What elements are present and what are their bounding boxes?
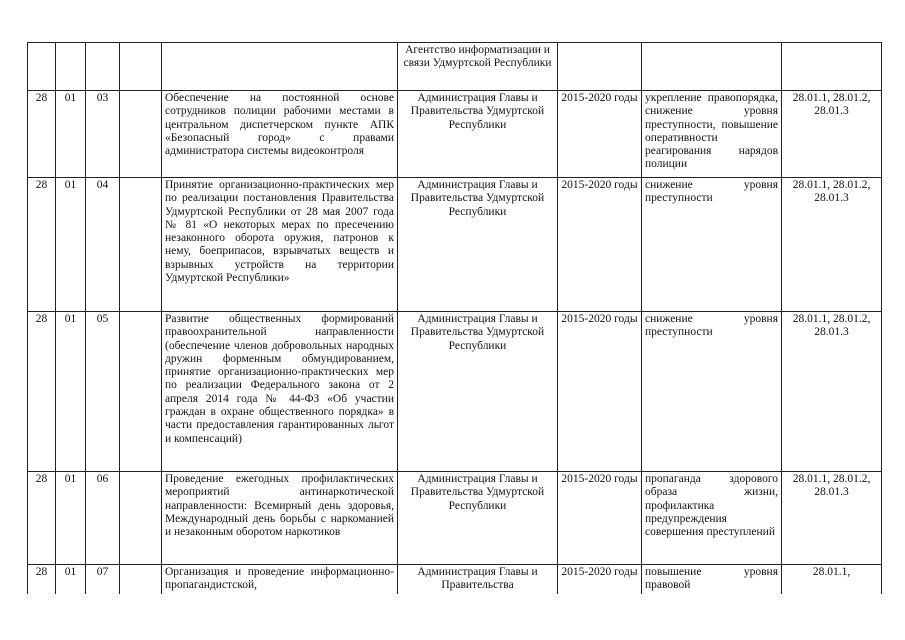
cell-om: 06 — [86, 472, 120, 565]
cell-om: 04 — [86, 178, 120, 312]
cell-indicators: 28.01.1, 28.01.2, 28.01.3 — [782, 312, 882, 472]
cell-indicators: 28.01.1, — [782, 565, 882, 599]
cell-name: Проведение ежегодных профилактических мероприятий антинаркотической направленности: Всемирный день здоровья, Международный день борьбы с наркоманией и незаконным оборотом наркотиков — [162, 472, 398, 565]
cell-executor: Администрация Главы и Правительства Удмуртской Республики — [398, 178, 558, 312]
cell-result: укрепление правопорядка, снижение уровня преступности, повышение оперативности реагирования нарядов полиции — [642, 91, 782, 178]
cell-period: 2015-2020 годы — [558, 312, 642, 472]
cell-om: 03 — [86, 91, 120, 178]
page-bottom-margin — [0, 594, 905, 640]
cell-gp: 28 — [28, 472, 56, 565]
cell-m — [120, 472, 162, 565]
cell-m — [120, 178, 162, 312]
cell-pp: 01 — [56, 565, 86, 599]
table-row — [28, 312, 882, 472]
cell-gp: 28 — [28, 91, 56, 178]
cell-gp: 28 — [28, 565, 56, 599]
cell-gp — [28, 43, 56, 91]
cell-name — [162, 43, 398, 91]
cell-om: 05 — [86, 312, 120, 472]
cell-pp — [56, 43, 86, 91]
cell-m — [120, 43, 162, 91]
cell-executor: Администрация Главы и Правительства — [398, 565, 558, 599]
cell-om — [86, 43, 120, 91]
cell-executor: Администрация Главы и Правительства Удмуртской Республики — [398, 91, 558, 178]
cell-pp: 01 — [56, 472, 86, 565]
cell-m — [120, 91, 162, 178]
cell-period: 2015-2020 годы — [558, 472, 642, 565]
cell-pp: 01 — [56, 312, 86, 472]
cell-executor: Администрация Главы и Правительства Удмуртской Республики — [398, 312, 558, 472]
cell-name: Обеспечение на постоянной основе сотрудников полиции рабочими местами в центральном диспетчерском пункте АПК «Безопасный город» с правами администратора системы видеоконтроля — [162, 91, 398, 178]
cell-period — [558, 43, 642, 91]
cell-indicators: 28.01.1, 28.01.2, 28.01.3 — [782, 472, 882, 565]
cell-result: повышение уровня правовой — [642, 565, 782, 599]
measures-table — [27, 42, 882, 599]
cell-result: снижение уровня преступности — [642, 178, 782, 312]
cell-m — [120, 312, 162, 472]
table-row — [28, 91, 882, 178]
cell-name: Организация и проведение информационно-пропагандистской, — [162, 565, 398, 599]
cell-period: 2015-2020 годы — [558, 178, 642, 312]
cell-period: 2015-2020 годы — [558, 565, 642, 599]
cell-indicators: 28.01.1, 28.01.2, 28.01.3 — [782, 91, 882, 178]
cell-result: снижение уровня преступности — [642, 312, 782, 472]
cell-indicators — [782, 43, 882, 91]
cell-executor: Администрация Главы и Правительства Удмуртской Республики — [398, 472, 558, 565]
table-row — [28, 472, 882, 565]
cell-executor: Агентство информатизации и связи Удмуртской Республики — [398, 43, 558, 91]
cell-om: 07 — [86, 565, 120, 599]
cell-result: пропаганда здорового образа жизни, профилактика предупреждения совершения преступлений — [642, 472, 782, 565]
table-row — [28, 178, 882, 312]
cell-pp: 01 — [56, 91, 86, 178]
cell-result — [642, 43, 782, 91]
cell-gp: 28 — [28, 178, 56, 312]
cell-gp: 28 — [28, 312, 56, 472]
cell-name: Принятие организационно-практических мер по реализации постановления Правительства Удмуртской Республики от 28 мая 2007 года № 81 «О некоторых мерах по пресечению незаконного оборота оружия, патронов к нему, боеприпасов, взрывчатых веществ и взрывных устройств на территории Удмуртской Республики» — [162, 178, 398, 312]
cell-pp: 01 — [56, 178, 86, 312]
cell-period: 2015-2020 годы — [558, 91, 642, 178]
cell-name: Развитие общественных формирований правоохранительной направленности (обеспечение членов добровольных народных дружин форменным обмундированием, принятие организационно-практических мер по реализации Федерального закона от 2 апреля 2014 года № 44-ФЗ «Об участии граждан в охране общественного порядка» в части предоставления гарантированных льгот и компенсаций) — [162, 312, 398, 472]
header-continuation-row — [28, 43, 882, 91]
cell-indicators: 28.01.1, 28.01.2, 28.01.3 — [782, 178, 882, 312]
